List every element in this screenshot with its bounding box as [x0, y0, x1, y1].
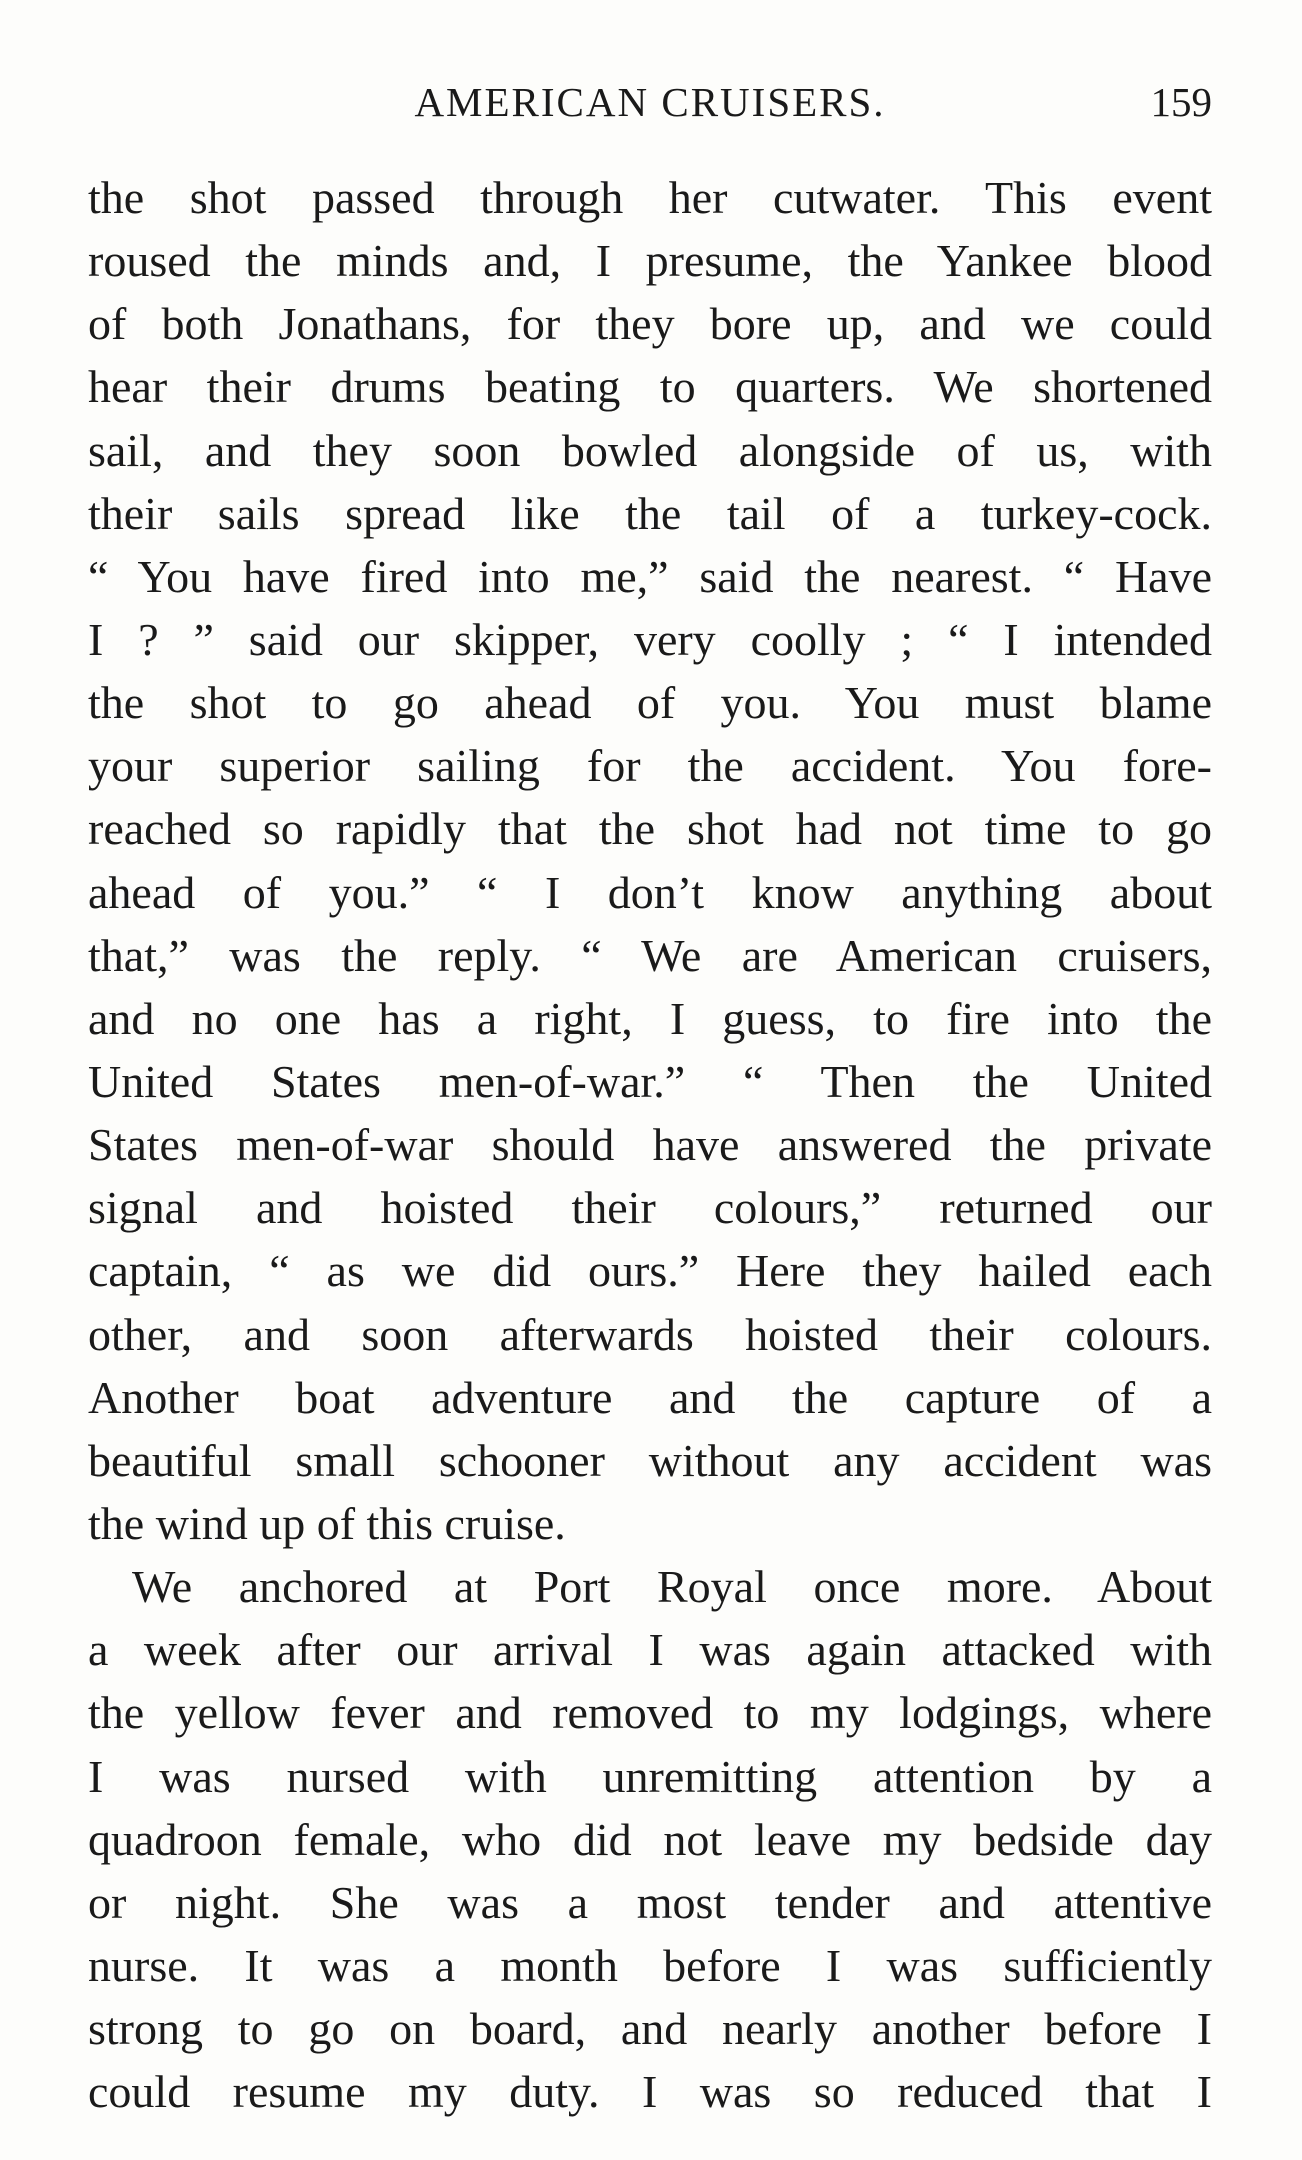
- text-line: I was nursed with unremitting attention by a: [88, 1750, 1212, 1802]
- paragraph-2: [88, 1555, 1212, 2123]
- text-line: and no one has a right, I guess, to fire into the: [88, 992, 1212, 1044]
- text-line: or night. She was a most tender and attentive: [88, 1876, 1212, 1928]
- text-line: a week after our arrival I was again attacked with: [88, 1624, 1212, 1676]
- text-line: I ? ” said our skipper, very coolly ; “ I intended: [88, 613, 1212, 665]
- text-line: “ You have fired into me,” said the nearest. “ Have: [88, 550, 1212, 602]
- text-line: ahead of you.” “ I don’t know anything about: [88, 866, 1212, 918]
- text-line: that,” was the reply. “ We are American cruisers,: [88, 929, 1212, 981]
- text-line: signal and hoisted their colours,” returned our: [88, 1182, 1212, 1234]
- text-line: of both Jonathans, for they bore up, and we could: [88, 298, 1212, 350]
- text-line: other, and soon afterwards hoisted their colours.: [88, 1308, 1212, 1360]
- text-line: We anchored at Port Royal once more. About: [132, 1561, 1212, 1613]
- text-line: hear their drums beating to quarters. We shortened: [88, 361, 1212, 413]
- text-line: reached so rapidly that the shot had not time to go: [88, 803, 1212, 855]
- running-title: AMERICAN CRUISERS.: [414, 79, 886, 125]
- text-line: the wind up of this cruise.: [88, 1497, 566, 1549]
- text-line: nurse. It was a month before I was sufficiently: [88, 1939, 1212, 1991]
- text-line: United States men-of-war.” “ Then the United: [88, 1055, 1212, 1107]
- text-line: could resume my duty. I was so reduced that I: [88, 2066, 1212, 2118]
- text-line: captain, “ as we did ours.” Here they hailed each: [88, 1245, 1212, 1297]
- text-line: roused the minds and, I presume, the Yankee blood: [88, 235, 1212, 287]
- page-number: 159: [1150, 79, 1212, 125]
- text-line: beautiful small schooner without any accident was: [88, 1434, 1212, 1486]
- paragraph-1: [88, 166, 1212, 1555]
- body-text: [88, 166, 1212, 2123]
- text-line: the shot passed through her cutwater. This event: [88, 172, 1212, 223]
- text-line: the yellow fever and removed to my lodgings, where: [88, 1687, 1212, 1739]
- text-line: the shot to go ahead of you. You must blame: [88, 677, 1212, 729]
- text-line: your superior sailing for the accident. You fore-: [88, 740, 1212, 792]
- text-line: States men-of-war should have answered the private: [88, 1119, 1212, 1171]
- text-line: quadroon female, who did not leave my bedside day: [88, 1813, 1212, 1865]
- text-line: Another boat adventure and the capture of a: [88, 1371, 1212, 1423]
- running-head: [88, 74, 1212, 130]
- text-line: strong to go on board, and nearly another before I: [88, 2003, 1212, 2055]
- text-line: their sails spread like the tail of a turkey-cock.: [88, 487, 1212, 539]
- text-line: sail, and they soon bowled alongside of us, with: [88, 424, 1212, 476]
